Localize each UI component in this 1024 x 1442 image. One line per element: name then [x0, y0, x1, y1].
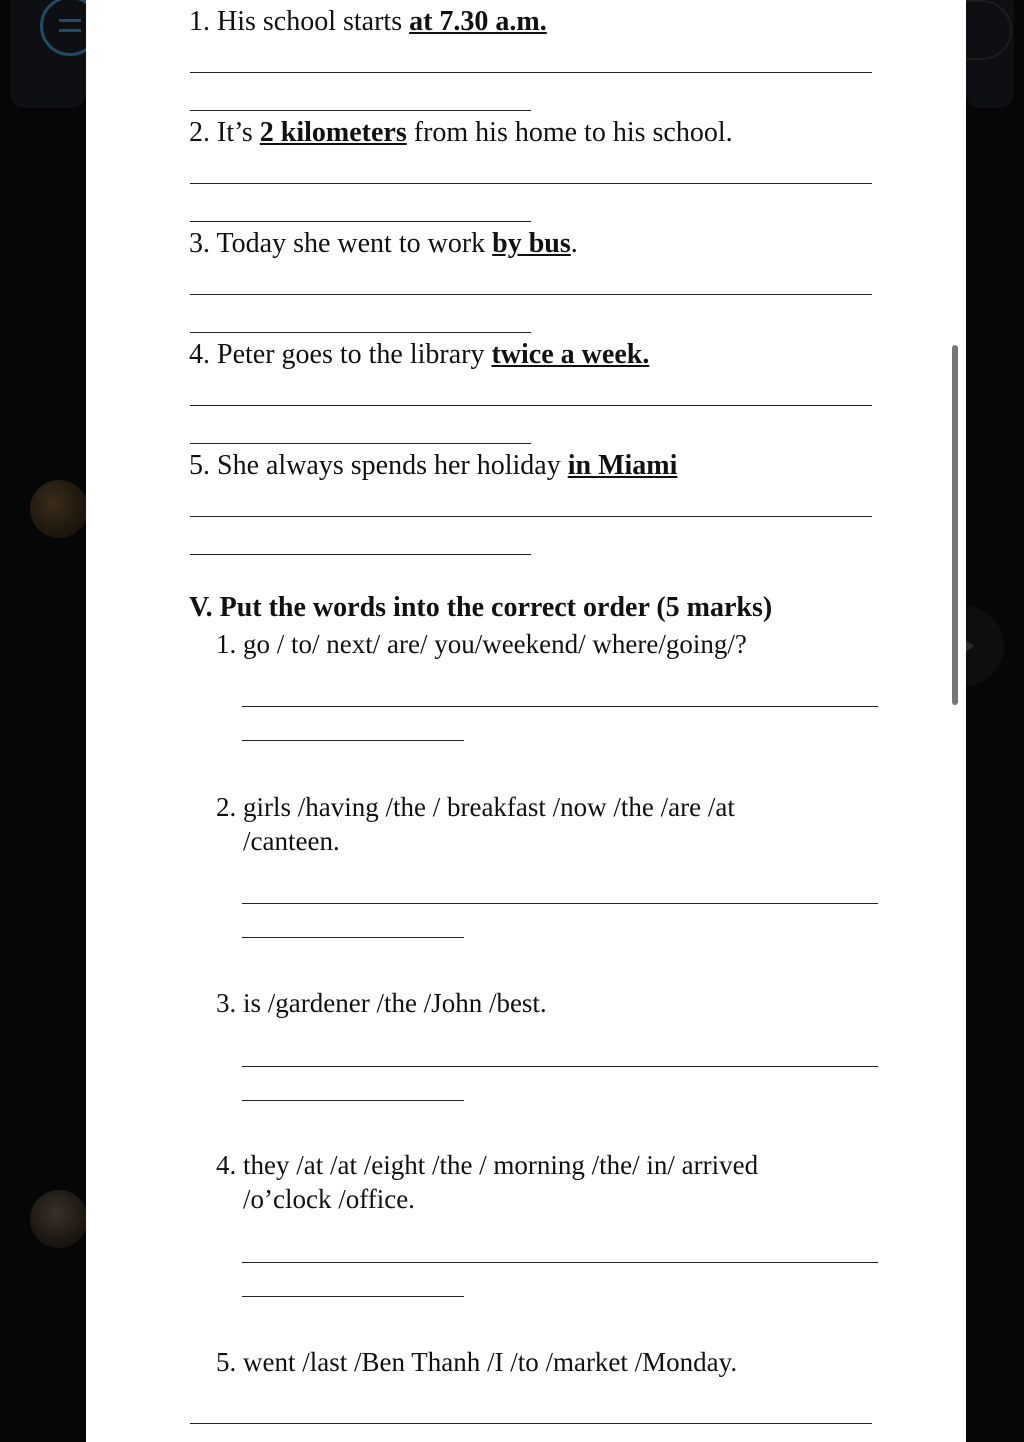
answer-line — [242, 1262, 878, 1263]
question-item: 2. It’s 2 kilometers from his home to his school. — [189, 117, 733, 148]
question-item: 4. Peter goes to the library twice a week. — [189, 339, 650, 370]
answer-line — [190, 332, 531, 333]
answer-line — [190, 1423, 872, 1424]
reorder-item: 4. they /at /at /eight /the / morning /the/ in/ arrived /o’clock /office. — [216, 1150, 759, 1214]
answer-line — [242, 903, 878, 904]
question-item: 5. She always spends her holiday in Miami — [189, 450, 678, 481]
answer-line — [190, 183, 872, 184]
reorder-item: 1. go / to/ next/ are/ you/weekend/ where/going/? — [216, 629, 747, 659]
chat-button[interactable] — [10, 0, 86, 108]
reorder-item: 5. went /last /Ben Thanh /I /to /market /Monday. — [216, 1347, 738, 1377]
answer-line — [190, 405, 872, 406]
answer-line — [242, 706, 878, 707]
question-item: 1. His school starts at 7.30 a.m. — [189, 6, 547, 37]
answer-line — [242, 1066, 878, 1067]
section-title: V. Put the words into the correct order (5 marks) — [189, 592, 773, 623]
answer-line — [242, 937, 464, 938]
answer-line — [242, 1100, 464, 1101]
answer-line — [190, 554, 531, 555]
answer-line — [190, 72, 872, 73]
reorder-item: 3. is /gardener /the /John /best. — [216, 988, 547, 1018]
scrollbar[interactable] — [952, 345, 958, 705]
answer-line — [190, 110, 531, 111]
question-item: 3. Today she went to work by bus. — [189, 228, 578, 259]
answer-line — [242, 1296, 464, 1297]
right-panel-button[interactable] — [966, 0, 1014, 108]
answer-line — [190, 294, 872, 295]
answer-line — [190, 443, 531, 444]
reorder-item: 2. girls /having /the / breakfast /now /the /are /at /canteen. — [216, 792, 735, 856]
answer-line — [190, 516, 872, 517]
avatar[interactable] — [30, 480, 88, 538]
right-overlay — [966, 0, 1024, 1442]
avatar[interactable] — [30, 1190, 88, 1248]
panel-circle-icon — [966, 0, 1012, 60]
answer-line — [242, 740, 464, 741]
worksheet-page — [86, 0, 966, 1442]
answer-line — [190, 221, 531, 222]
